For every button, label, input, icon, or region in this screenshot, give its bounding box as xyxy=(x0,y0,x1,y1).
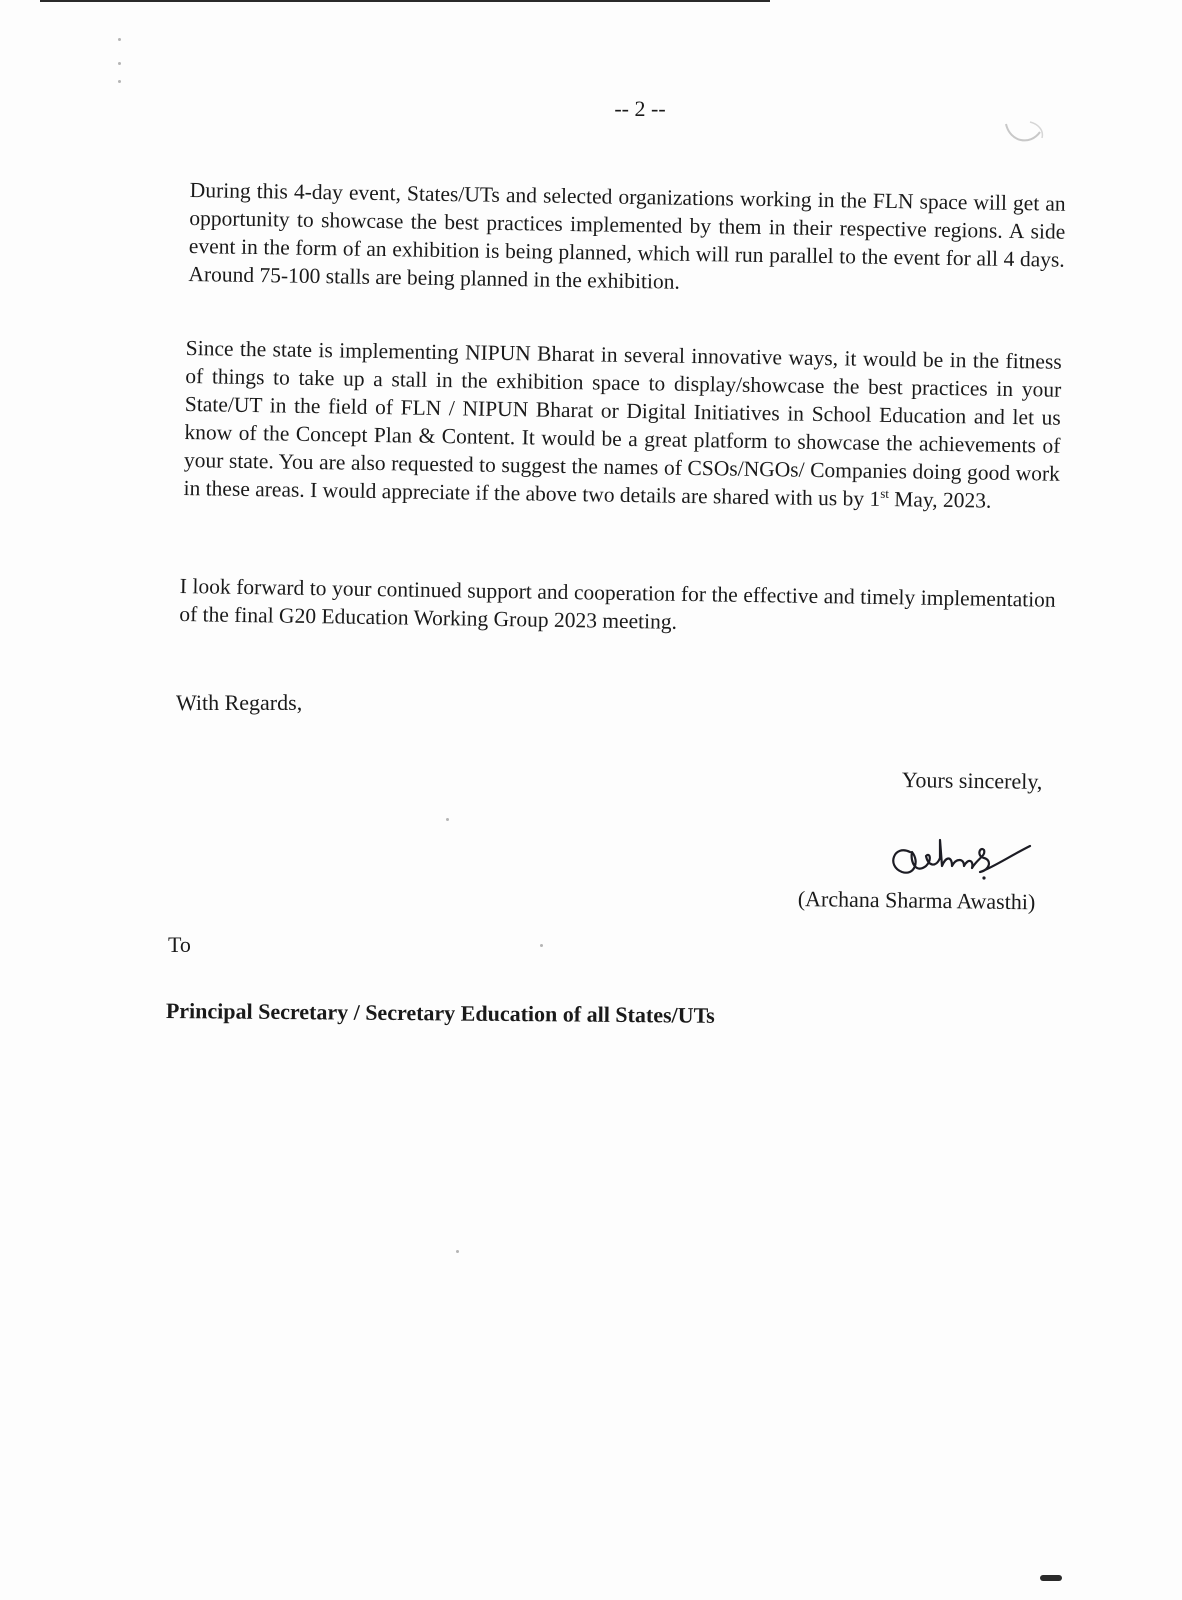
top-rule xyxy=(40,0,770,2)
to-label: To xyxy=(168,932,191,957)
addressee: Principal Secretary / Secretary Education of all States/UTs xyxy=(165,998,715,1028)
page-number: -- 2 -- xyxy=(614,96,666,121)
handwritten-signature xyxy=(880,822,1040,886)
paragraph-stall-request-text: Since the state is implementing NIPUN Bharat in several innovative ways, it would be in the fitness of things to take up a stall in the exhibition space to display/showcase the best practices in your State/UT in the field of FLN / NIPUN Bharat or Digital Initiatives in School Education and let us know of the Concept Plan & Content. It would be a great platform to showcase the achievements of your state. You are also requested to suggest the names of CSOs/NGOs/ Companies doing good work in these areas. I would appreciate if the above two details are shared with us by xyxy=(183,335,1062,511)
scan-speck xyxy=(118,80,121,83)
yours-sincerely: Yours sincerely, xyxy=(901,767,1043,794)
deadline-ordinal-suffix: st xyxy=(880,485,890,501)
paragraph-closing-request: I look forward to your continued support and cooperation for the effective and timely implementation of the final G20 Education Working Group 2023 meeting. xyxy=(179,573,1056,634)
signatory-name: (Archana Sharma Awasthi) xyxy=(797,886,1036,915)
scan-speck xyxy=(118,38,121,41)
deadline-date: May, 2023. xyxy=(894,487,992,513)
corner-mark xyxy=(1040,1575,1062,1581)
scan-speck xyxy=(118,62,121,65)
scan-speck xyxy=(540,944,543,947)
scan-speck xyxy=(446,818,449,821)
deadline-day: 1 xyxy=(869,486,881,511)
faint-stamp-mark xyxy=(1000,116,1046,150)
scan-speck xyxy=(456,1250,459,1253)
paragraph-event-overview: During this 4-day event, States/UTs and selected organizations working in the FLN space will get an opportunity to showcase the best practices implemented by them in their respective regions. A side event in the form of an exhibition is being planned, which will run parallel to the event for all 4 days. Around 75-100 stalls are being planned in the exhibition. xyxy=(188,177,1066,294)
paragraph-stall-request xyxy=(183,334,1062,516)
with-regards: With Regards, xyxy=(176,690,303,715)
